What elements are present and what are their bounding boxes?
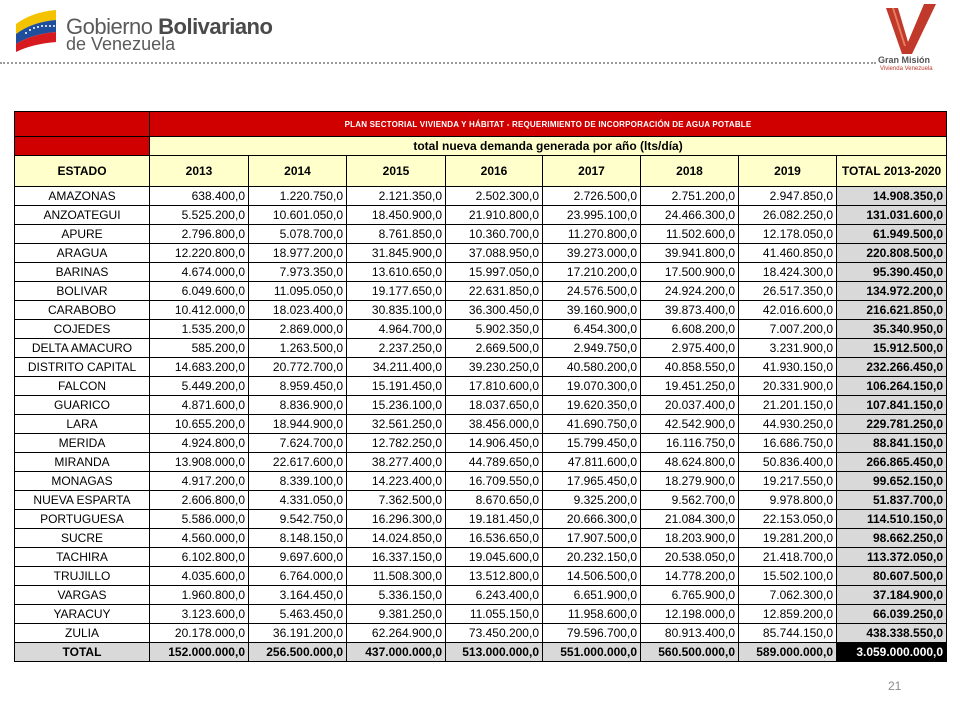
year-value: 18.977.200,0 (249, 244, 347, 263)
year-value: 44.930.250,0 (739, 415, 837, 434)
state-total: 80.607.500,0 (837, 567, 947, 586)
table-row (15, 396, 947, 415)
table-row (15, 510, 947, 529)
year-value: 437.000.000,0 (347, 643, 446, 662)
year-value: 16.296.300,0 (347, 510, 446, 529)
year-value: 3.123.600,0 (150, 605, 249, 624)
year-value: 62.264.900,0 (347, 624, 446, 643)
year-value: 5.449.200,0 (150, 377, 249, 396)
year-value: 11.055.150,0 (446, 605, 543, 624)
state-name: VARGAS (15, 586, 150, 605)
table-row (15, 586, 947, 605)
table-row (15, 415, 947, 434)
year-value: 26.082.250,0 (739, 206, 837, 225)
year-value: 2.869.000,0 (249, 320, 347, 339)
state-total: 134.972.200,0 (837, 282, 947, 301)
year-value: 560.500.000,0 (641, 643, 739, 662)
table-row (15, 491, 947, 510)
state-total: 51.837.700,0 (837, 491, 947, 510)
year-value: 12.782.250,0 (347, 434, 446, 453)
year-value: 10.601.050,0 (249, 206, 347, 225)
year-value: 24.576.500,0 (543, 282, 641, 301)
year-value: 10.360.700,0 (446, 225, 543, 244)
gobierno-logo (8, 2, 273, 58)
year-value: 40.580.200,0 (543, 358, 641, 377)
year-value: 20.037.400,0 (641, 396, 739, 415)
header-row (15, 156, 947, 187)
state-name: ARAGUA (15, 244, 150, 263)
year-value: 10.655.200,0 (150, 415, 249, 434)
year-value: 8.670.650,0 (446, 491, 543, 510)
year-value: 31.845.900,0 (347, 244, 446, 263)
year-value: 11.958.600,0 (543, 605, 641, 624)
subtitle-spacer (15, 137, 150, 156)
year-value: 513.000.000,0 (446, 643, 543, 662)
year-value: 22.153.050,0 (739, 510, 837, 529)
year-value: 9.381.250,0 (347, 605, 446, 624)
year-value: 18.424.300,0 (739, 263, 837, 282)
state-total: 61.949.500,0 (837, 225, 947, 244)
state-total: 131.031.600,0 (837, 206, 947, 225)
year-value: 4.917.200,0 (150, 472, 249, 491)
table-row (15, 301, 947, 320)
year-value: 19.451.250,0 (641, 377, 739, 396)
year-value: 15.236.100,0 (347, 396, 446, 415)
table-row (15, 472, 947, 491)
year-value: 12.220.800,0 (150, 244, 249, 263)
year-value: 2.975.400,0 (641, 339, 739, 358)
year-value: 14.906.450,0 (446, 434, 543, 453)
year-value: 39.941.800,0 (641, 244, 739, 263)
year-value: 638.400,0 (150, 187, 249, 206)
year-value: 36.191.200,0 (249, 624, 347, 643)
table-row (15, 187, 947, 206)
year-value: 16.116.750,0 (641, 434, 739, 453)
year-value: 4.331.050,0 (249, 491, 347, 510)
year-value: 48.624.800,0 (641, 453, 739, 472)
year-value: 12.178.050,0 (739, 225, 837, 244)
year-value: 15.997.050,0 (446, 263, 543, 282)
year-value: 1.263.500,0 (249, 339, 347, 358)
year-value: 24.466.300,0 (641, 206, 739, 225)
table-row (15, 225, 947, 244)
year-value: 2.949.750,0 (543, 339, 641, 358)
year-value: 20.666.300,0 (543, 510, 641, 529)
year-value: 47.811.600,0 (543, 453, 641, 472)
year-value: 6.608.200,0 (641, 320, 739, 339)
year-value: 19.620.350,0 (543, 396, 641, 415)
table-row (15, 548, 947, 567)
year-value: 23.995.100,0 (543, 206, 641, 225)
year-value: 2.726.500,0 (543, 187, 641, 206)
year-value: 42.016.600,0 (739, 301, 837, 320)
year-value: 50.836.400,0 (739, 453, 837, 472)
year-value: 13.908.000,0 (150, 453, 249, 472)
year-value: 22.631.850,0 (446, 282, 543, 301)
year-value: 14.506.500,0 (543, 567, 641, 586)
table-row (15, 206, 947, 225)
year-value: 3.231.900,0 (739, 339, 837, 358)
state-name: MIRANDA (15, 453, 150, 472)
state-total: 35.340.950,0 (837, 320, 947, 339)
year-value: 22.617.600,0 (249, 453, 347, 472)
year-value: 15.799.450,0 (543, 434, 641, 453)
year-value: 9.562.700,0 (641, 491, 739, 510)
table-subtitle: total nueva demanda generada por año (lts/día) (150, 137, 947, 156)
year-value: 39.873.400,0 (641, 301, 739, 320)
column-header: 2014 (249, 156, 347, 187)
state-total: 98.662.250,0 (837, 529, 947, 548)
state-total: 99.652.150,0 (837, 472, 947, 491)
year-value: 9.697.600,0 (249, 548, 347, 567)
year-value: 17.500.900,0 (641, 263, 739, 282)
year-value: 11.095.050,0 (249, 282, 347, 301)
state-total: 95.390.450,0 (837, 263, 947, 282)
year-value: 36.300.450,0 (446, 301, 543, 320)
year-value: 6.764.000,0 (249, 567, 347, 586)
year-value: 8.339.100,0 (249, 472, 347, 491)
year-value: 5.463.450,0 (249, 605, 347, 624)
year-value: 4.674.000,0 (150, 263, 249, 282)
gov-name-line2: de Venezuela (66, 34, 176, 54)
year-value: 20.538.050,0 (641, 548, 739, 567)
year-value: 41.690.750,0 (543, 415, 641, 434)
year-value: 19.045.600,0 (446, 548, 543, 567)
year-value: 5.336.150,0 (347, 586, 446, 605)
year-value: 5.586.000,0 (150, 510, 249, 529)
state-total: 216.621.850,0 (837, 301, 947, 320)
state-name: TACHIRA (15, 548, 150, 567)
year-value: 42.542.900,0 (641, 415, 739, 434)
year-value: 39.160.900,0 (543, 301, 641, 320)
column-header: 2019 (739, 156, 837, 187)
year-value: 20.772.700,0 (249, 358, 347, 377)
year-value: 20.232.150,0 (543, 548, 641, 567)
year-value: 16.536.650,0 (446, 529, 543, 548)
state-name: MONAGAS (15, 472, 150, 491)
year-value: 38.277.400,0 (347, 453, 446, 472)
year-value: 10.412.000,0 (150, 301, 249, 320)
year-value: 8.761.850,0 (347, 225, 446, 244)
year-value: 4.871.600,0 (150, 396, 249, 415)
state-name: BARINAS (15, 263, 150, 282)
year-value: 80.913.400,0 (641, 624, 739, 643)
column-header: 2013 (150, 156, 249, 187)
year-value: 5.078.700,0 (249, 225, 347, 244)
year-value: 39.230.250,0 (446, 358, 543, 377)
year-value: 6.243.400,0 (446, 586, 543, 605)
table-row (15, 529, 947, 548)
year-value: 16.709.550,0 (446, 472, 543, 491)
year-value: 18.023.400,0 (249, 301, 347, 320)
year-value: 21.201.150,0 (739, 396, 837, 415)
header-divider (0, 62, 876, 64)
year-value: 16.686.750,0 (739, 434, 837, 453)
year-value: 40.858.550,0 (641, 358, 739, 377)
state-total: 232.266.450,0 (837, 358, 947, 377)
year-value: 17.965.450,0 (543, 472, 641, 491)
state-total: 66.039.250,0 (837, 605, 947, 624)
year-value: 41.460.850,0 (739, 244, 837, 263)
state-total: 88.841.150,0 (837, 434, 947, 453)
year-value: 12.198.000,0 (641, 605, 739, 624)
year-value: 30.835.100,0 (347, 301, 446, 320)
year-value: 14.223.400,0 (347, 472, 446, 491)
year-value: 9.325.200,0 (543, 491, 641, 510)
year-value: 551.000.000,0 (543, 643, 641, 662)
year-value: 4.964.700,0 (347, 320, 446, 339)
table-row (15, 567, 947, 586)
year-value: 585.200,0 (150, 339, 249, 358)
year-value: 79.596.700,0 (543, 624, 641, 643)
year-value: 8.148.150,0 (249, 529, 347, 548)
year-value: 4.924.800,0 (150, 434, 249, 453)
column-header: ESTADO (15, 156, 150, 187)
year-value: 1.960.800,0 (150, 586, 249, 605)
year-value: 6.651.900,0 (543, 586, 641, 605)
year-value: 9.542.750,0 (249, 510, 347, 529)
year-value: 8.836.900,0 (249, 396, 347, 415)
year-value: 2.121.350,0 (347, 187, 446, 206)
column-header: 2018 (641, 156, 739, 187)
state-name: YARACUY (15, 605, 150, 624)
year-value: 152.000.000,0 (150, 643, 249, 662)
year-value: 5.525.200,0 (150, 206, 249, 225)
year-value: 15.191.450,0 (347, 377, 446, 396)
column-header: 2016 (446, 156, 543, 187)
year-value: 85.744.150,0 (739, 624, 837, 643)
state-name: LARA (15, 415, 150, 434)
year-value: 24.924.200,0 (641, 282, 739, 301)
year-value: 2.237.250,0 (347, 339, 446, 358)
year-value: 18.279.900,0 (641, 472, 739, 491)
year-value: 4.560.000,0 (150, 529, 249, 548)
column-header: 2017 (543, 156, 641, 187)
year-value: 15.502.100,0 (739, 567, 837, 586)
state-total: 14.908.350,0 (837, 187, 947, 206)
year-value: 6.454.300,0 (543, 320, 641, 339)
table-row (15, 358, 947, 377)
table-row (15, 339, 947, 358)
state-name: FALCON (15, 377, 150, 396)
year-value: 13.610.650,0 (347, 263, 446, 282)
state-name: COJEDES (15, 320, 150, 339)
table-row (15, 282, 947, 301)
year-value: 19.177.650,0 (347, 282, 446, 301)
year-value: 7.973.350,0 (249, 263, 347, 282)
state-name: SUCRE (15, 529, 150, 548)
year-value: 7.362.500,0 (347, 491, 446, 510)
year-value: 14.024.850,0 (347, 529, 446, 548)
total-row (15, 643, 947, 662)
table-row (15, 453, 947, 472)
state-name: DISTRITO CAPITAL (15, 358, 150, 377)
year-value: 7.062.300,0 (739, 586, 837, 605)
state-name: GUARICO (15, 396, 150, 415)
year-value: 1.535.200,0 (150, 320, 249, 339)
state-total: 15.912.500,0 (837, 339, 947, 358)
table-row (15, 434, 947, 453)
year-value: 21.910.800,0 (446, 206, 543, 225)
year-value: 17.907.500,0 (543, 529, 641, 548)
year-value: 19.070.300,0 (543, 377, 641, 396)
state-total: 106.264.150,0 (837, 377, 947, 396)
water-demand-table (14, 111, 946, 662)
year-value: 20.178.000,0 (150, 624, 249, 643)
year-value: 2.947.850,0 (739, 187, 837, 206)
year-value: 4.035.600,0 (150, 567, 249, 586)
year-value: 6.765.900,0 (641, 586, 739, 605)
year-value: 589.000.000,0 (739, 643, 837, 662)
title-spacer (15, 112, 150, 137)
year-value: 256.500.000,0 (249, 643, 347, 662)
year-value: 21.418.700,0 (739, 548, 837, 567)
year-value: 44.789.650,0 (446, 453, 543, 472)
year-value: 19.217.550,0 (739, 472, 837, 491)
state-name: CARABOBO (15, 301, 150, 320)
state-total: 438.338.550,0 (837, 624, 947, 643)
year-value: 18.203.900,0 (641, 529, 739, 548)
state-total: 37.184.900,0 (837, 586, 947, 605)
year-value: 17.210.200,0 (543, 263, 641, 282)
grand-total: 3.059.000.000,0 (837, 643, 947, 662)
state-total: 220.808.500,0 (837, 244, 947, 263)
table-row (15, 244, 947, 263)
column-header: TOTAL 2013-2020 (837, 156, 947, 187)
year-value: 3.164.450,0 (249, 586, 347, 605)
year-value: 38.456.000,0 (446, 415, 543, 434)
year-value: 5.902.350,0 (446, 320, 543, 339)
year-value: 11.270.800,0 (543, 225, 641, 244)
year-value: 34.211.400,0 (347, 358, 446, 377)
year-value: 13.512.800,0 (446, 567, 543, 586)
year-value: 41.930.150,0 (739, 358, 837, 377)
state-name: APURE (15, 225, 150, 244)
year-value: 20.331.900,0 (739, 377, 837, 396)
year-value: 18.450.900,0 (347, 206, 446, 225)
year-value: 73.450.200,0 (446, 624, 543, 643)
year-value: 18.944.900,0 (249, 415, 347, 434)
year-value: 9.978.800,0 (739, 491, 837, 510)
year-value: 11.502.600,0 (641, 225, 739, 244)
year-value: 1.220.750,0 (249, 187, 347, 206)
year-value: 14.683.200,0 (150, 358, 249, 377)
year-value: 26.517.350,0 (739, 282, 837, 301)
year-value: 19.181.450,0 (446, 510, 543, 529)
year-value: 6.102.800,0 (150, 548, 249, 567)
year-value: 14.778.200,0 (641, 567, 739, 586)
state-name: ANZOATEGUI (15, 206, 150, 225)
year-value: 2.796.800,0 (150, 225, 249, 244)
year-value: 8.959.450,0 (249, 377, 347, 396)
state-name: MERIDA (15, 434, 150, 453)
table-row (15, 263, 947, 282)
state-name: PORTUGUESA (15, 510, 150, 529)
table-title: PLAN SECTORIAL VIVIENDA Y HÁBITAT - REQUERIMIENTO DE INCORPORACIÓN DE AGUA POTABLE (150, 112, 947, 137)
state-name: AMAZONAS (15, 187, 150, 206)
year-value: 7.624.700,0 (249, 434, 347, 453)
year-value: 12.859.200,0 (739, 605, 837, 624)
state-name: DELTA AMACURO (15, 339, 150, 358)
state-name: BOLIVAR (15, 282, 150, 301)
page-number: 21 (888, 679, 902, 693)
state-total: 107.841.150,0 (837, 396, 947, 415)
state-name: ZULIA (15, 624, 150, 643)
column-header: 2015 (347, 156, 446, 187)
total-label: TOTAL (15, 643, 150, 662)
table-row (15, 624, 947, 643)
year-value: 7.007.200,0 (739, 320, 837, 339)
table-row (15, 605, 947, 624)
table-row (15, 320, 947, 339)
year-value: 16.337.150,0 (347, 548, 446, 567)
state-name: TRUJILLO (15, 567, 150, 586)
year-value: 21.084.300,0 (641, 510, 739, 529)
state-total: 266.865.450,0 (837, 453, 947, 472)
year-value: 37.088.950,0 (446, 244, 543, 263)
year-value: 2.606.800,0 (150, 491, 249, 510)
state-total: 229.781.250,0 (837, 415, 947, 434)
year-value: 39.273.000,0 (543, 244, 641, 263)
year-value: 17.810.600,0 (446, 377, 543, 396)
year-value: 19.281.200,0 (739, 529, 837, 548)
year-value: 32.561.250,0 (347, 415, 446, 434)
state-total: 113.372.050,0 (837, 548, 947, 567)
vivienda-venezuela-label: Vivienda Venezuela (880, 66, 933, 72)
year-value: 18.037.650,0 (446, 396, 543, 415)
gran-mision-label: Gran Misión (878, 55, 931, 65)
year-value: 2.751.200,0 (641, 187, 739, 206)
year-value: 11.508.300,0 (347, 567, 446, 586)
state-name: NUEVA ESPARTA (15, 491, 150, 510)
table-row (15, 377, 947, 396)
venezuela-flag-icon (12, 6, 60, 54)
year-value: 6.049.600,0 (150, 282, 249, 301)
state-total: 114.510.150,0 (837, 510, 947, 529)
year-value: 2.502.300,0 (446, 187, 543, 206)
gov-name-line1: Gobierno Bolivariano (66, 14, 273, 39)
year-value: 2.669.500,0 (446, 339, 543, 358)
